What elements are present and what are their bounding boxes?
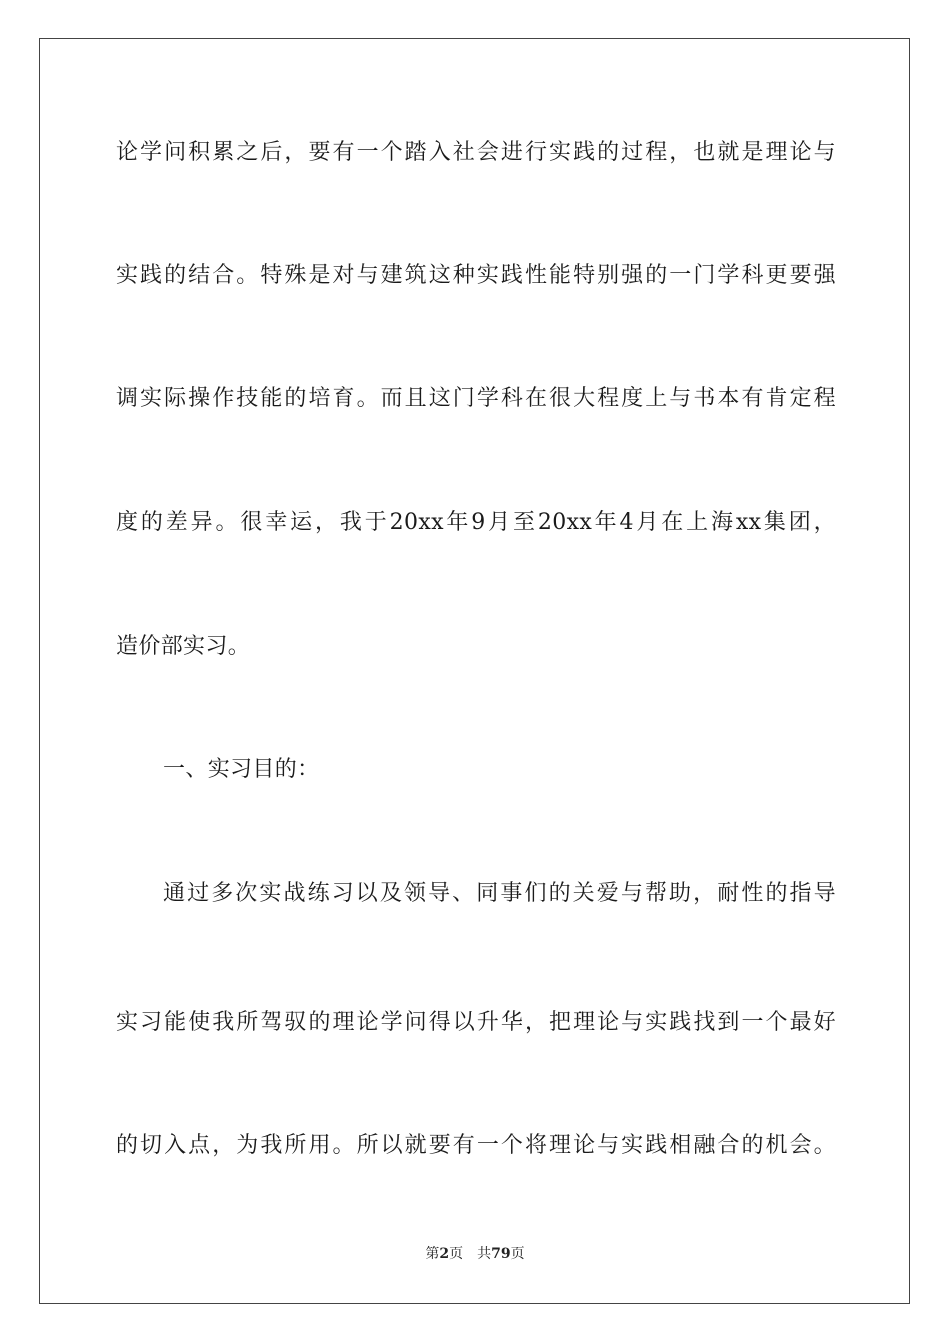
footer-total-prefix: 共: [477, 1246, 492, 1262]
section-heading: 一、实习目的：: [163, 757, 320, 782]
paragraph-line-8: 的切入点，为我所用。所以就要有一个将理论与实践相融合的机会。: [116, 1133, 836, 1158]
paragraph-line-4: 度的差异。很幸运，我于20xx年9月至20xx年4月在上海xx集团，: [116, 510, 836, 535]
paragraph-line-7: 实习能使我所驾驭的理论学问得以升华，把理论与实践找到一个最好: [116, 1010, 836, 1035]
paragraph-line-3: 调实际操作技能的培育。而且这门学科在很大程度上与书本有肯定程: [116, 386, 836, 411]
page-footer: [0, 1245, 950, 1263]
paragraph-line-2: 实践的结合。特殊是对与建筑这种实践性能特别强的一门学科更要强: [116, 263, 836, 288]
paragraph-line-1: 论学问积累之后，要有一个踏入社会进行实践的过程，也就是理论与: [116, 140, 836, 165]
paragraph-line-6: 通过多次实战练习以及领导、同事们的关爱与帮助，耐性的指导: [163, 881, 836, 906]
paragraph-line-5: 造价部实习。: [116, 634, 251, 659]
footer-page-suffix: 页: [449, 1246, 464, 1262]
footer-total-pages: 79: [491, 1246, 511, 1262]
footer-total-suffix: 页: [510, 1246, 525, 1262]
page-frame: [39, 38, 910, 1304]
footer-page-prefix: 第: [425, 1246, 440, 1262]
footer-page-number: 2: [439, 1246, 450, 1262]
